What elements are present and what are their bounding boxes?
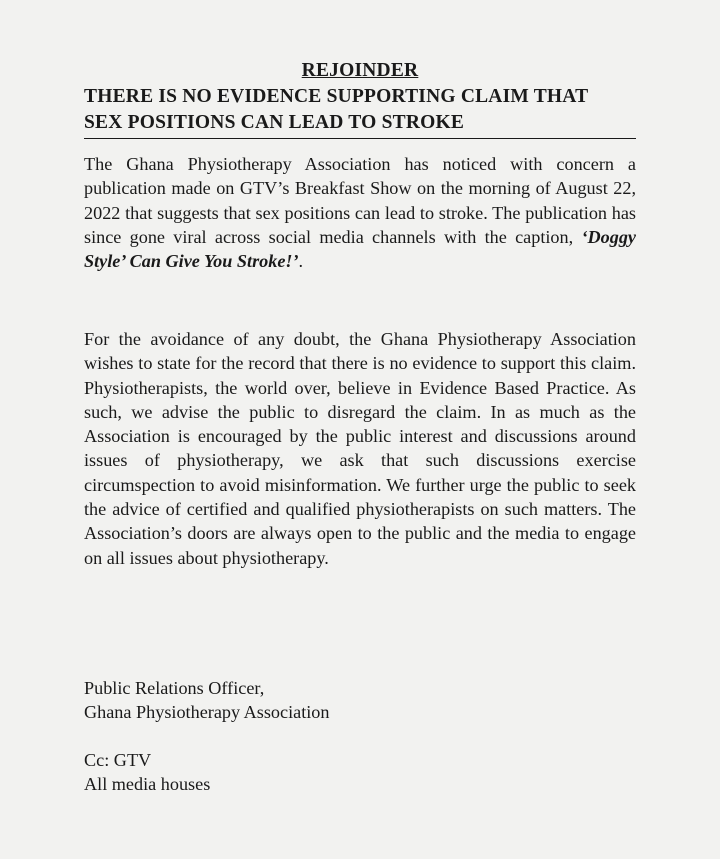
document-heading <box>84 58 636 139</box>
signature-organization: Ghana Physiotherapy Association <box>84 702 330 723</box>
paragraph-1-text: The Ghana Physiotherapy Association has noticed with concern a publication made on GTV’s Breakfast Show on the morning of August 22, 2022 that suggests that sex positions can lead to stroke. The publication has since gone viral across social media channels with the caption, <box>84 154 636 247</box>
paragraph-2: For the avoidance of any doubt, the Ghana Physiotherapy Association wishes to state for the record that there is no evidence to support this claim. Physiotherapists, the world over, believe in Evidence Based Practice. As such, we advise the public to disregard the claim. In as much as the Association is encouraged by the public interest and discussions around issues of physiotherapy, we ask that such discussions exercise circumspection to avoid misinformation. We further urge the public to seek the advice of certified and qualified physiotherapists on such matters. The Association’s doors are always open to the public and the media to engage on all issues about physiotherapy. <box>84 329 636 568</box>
cc-line-1: Cc: GTV <box>84 750 152 770</box>
subtitle-line-2: SEX POSITIONS CAN LEAD TO STROKE <box>84 112 465 133</box>
paragraph-1-end: . <box>298 251 304 272</box>
paragraph-1 <box>84 152 636 273</box>
document-subtitle <box>84 84 636 139</box>
subtitle-line-1: THERE IS NO EVIDENCE SUPPORTING CLAIM THAT <box>84 86 589 107</box>
cc-block <box>84 748 210 797</box>
document-title: REJOINDER <box>301 60 419 81</box>
signature-role: Public Relations Officer, <box>84 678 265 698</box>
signature-block <box>84 676 330 725</box>
caption-quote: ‘Doggy Style’ Can Give You Stroke!’ <box>84 226 636 272</box>
cc-line-2: All media houses <box>84 774 211 795</box>
